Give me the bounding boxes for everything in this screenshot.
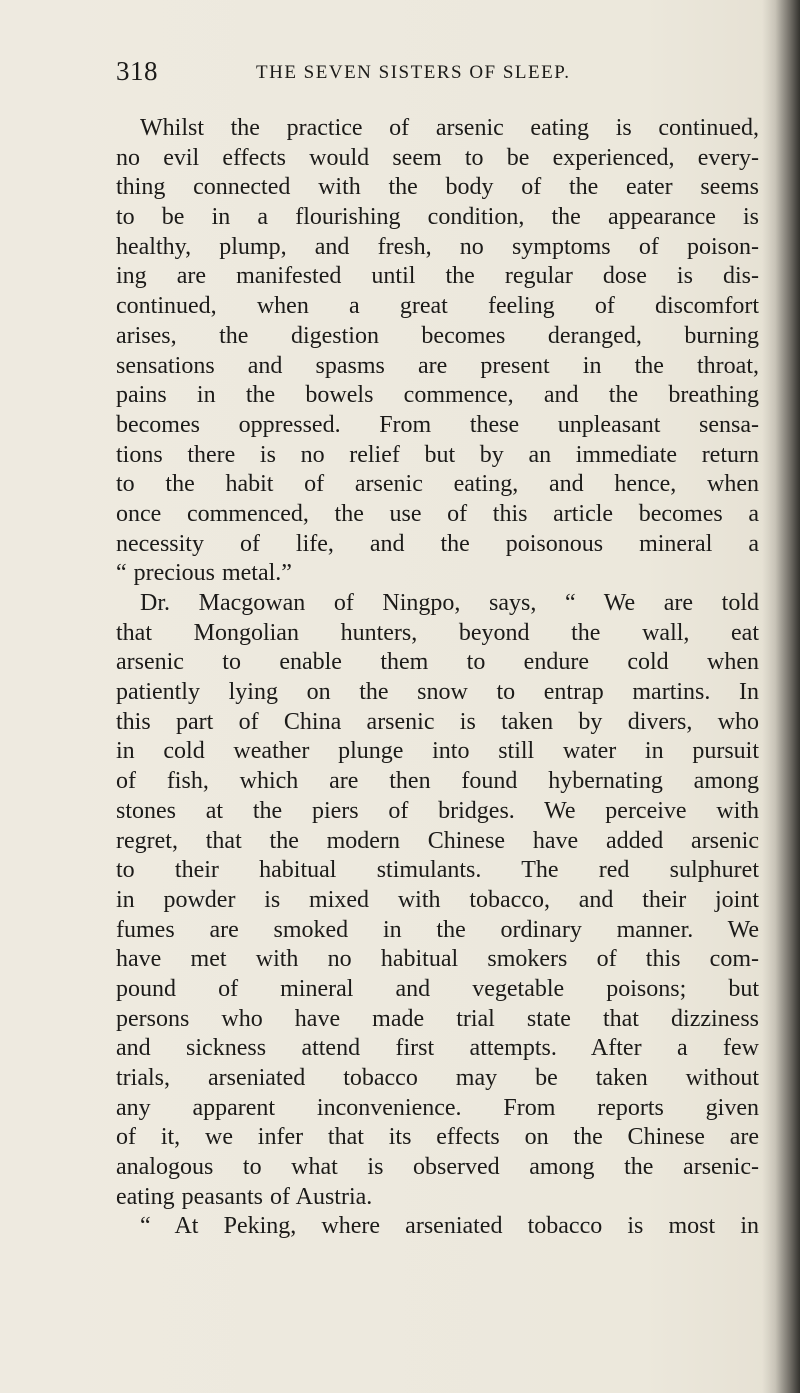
text-line: have met with no habitual smokers of this com-	[116, 946, 759, 973]
text-line: stones at the piers of bridges. We perceive with	[116, 797, 759, 824]
text-line: arsenic to enable them to endure cold when	[116, 649, 759, 676]
text-line: eating peasants of Austria.	[116, 1183, 373, 1210]
text-line: in cold weather plunge into still water in pursuit	[116, 738, 759, 765]
text-line: ing are manifested until the regular dose is dis-	[116, 263, 759, 290]
text-line: arises, the digestion becomes deranged, burning	[116, 322, 759, 349]
text-line: in powder is mixed with tobacco, and their joint	[116, 886, 759, 913]
text-line: Dr. Macgowan of Ningpo, says, “ We are told	[140, 590, 759, 616]
text-line: that Mongolian hunters, beyond the wall, eat	[116, 619, 759, 646]
body-text	[116, 114, 759, 1242]
text-line: necessity of life, and the poisonous mineral a	[116, 530, 759, 557]
text-line: sensations and spasms are present in the throat,	[116, 352, 759, 379]
text-line: tions there is no relief but by an immediate return	[116, 441, 759, 468]
text-line: “ precious metal.”	[116, 560, 292, 587]
text-line: to their habitual stimulants. The red sulphuret	[116, 857, 759, 884]
text-line: of it, we infer that its effects on the Chinese are	[116, 1124, 759, 1151]
text-line: becomes oppressed. From these unpleasant sensa-	[116, 411, 759, 438]
text-line: healthy, plump, and fresh, no symptoms of poison-	[116, 233, 759, 260]
text-line: pains in the bowels commence, and the breathing	[116, 382, 759, 409]
text-line: “ At Peking, where arseniated tobacco is most in	[140, 1213, 759, 1240]
text-line: analogous to what is observed among the arsenic-	[116, 1154, 759, 1181]
text-line: continued, when a great feeling of discomfort	[116, 293, 759, 320]
text-line: fumes are smoked in the ordinary manner. We	[116, 916, 759, 943]
page-edge-shadow	[762, 0, 800, 1393]
text-line: pound of mineral and vegetable poisons; but	[116, 975, 759, 1002]
running-head	[116, 46, 756, 86]
text-line: regret, that the modern Chinese have added arsenic	[116, 827, 759, 854]
text-line: once commenced, the use of this article becomes a	[116, 500, 759, 527]
text-line: of fish, which are then found hybernating among	[116, 768, 759, 795]
text-line: no evil effects would seem to be experienced, every-	[116, 144, 759, 171]
text-line: trials, arseniated tobacco may be taken without	[116, 1065, 759, 1091]
page-number: 318	[116, 56, 158, 86]
text-line: and sickness attend first attempts. After a few	[116, 1035, 759, 1062]
text-line: Whilst the practice of arsenic eating is continued,	[140, 115, 759, 141]
text-line: any apparent inconvenience. From reports given	[116, 1094, 759, 1121]
text-line: thing connected with the body of the eater seems	[116, 174, 759, 201]
text-line: patiently lying on the snow to entrap martins. In	[116, 679, 759, 706]
running-title: THE SEVEN SISTERS OF SLEEP.	[256, 62, 571, 83]
text-line: this part of China arsenic is taken by divers, who	[116, 708, 759, 735]
text-line: persons who have made trial state that dizziness	[116, 1005, 759, 1032]
text-line: to the habit of arsenic eating, and hence, when	[116, 471, 759, 498]
text-line: to be in a flourishing condition, the appearance is	[116, 204, 759, 231]
